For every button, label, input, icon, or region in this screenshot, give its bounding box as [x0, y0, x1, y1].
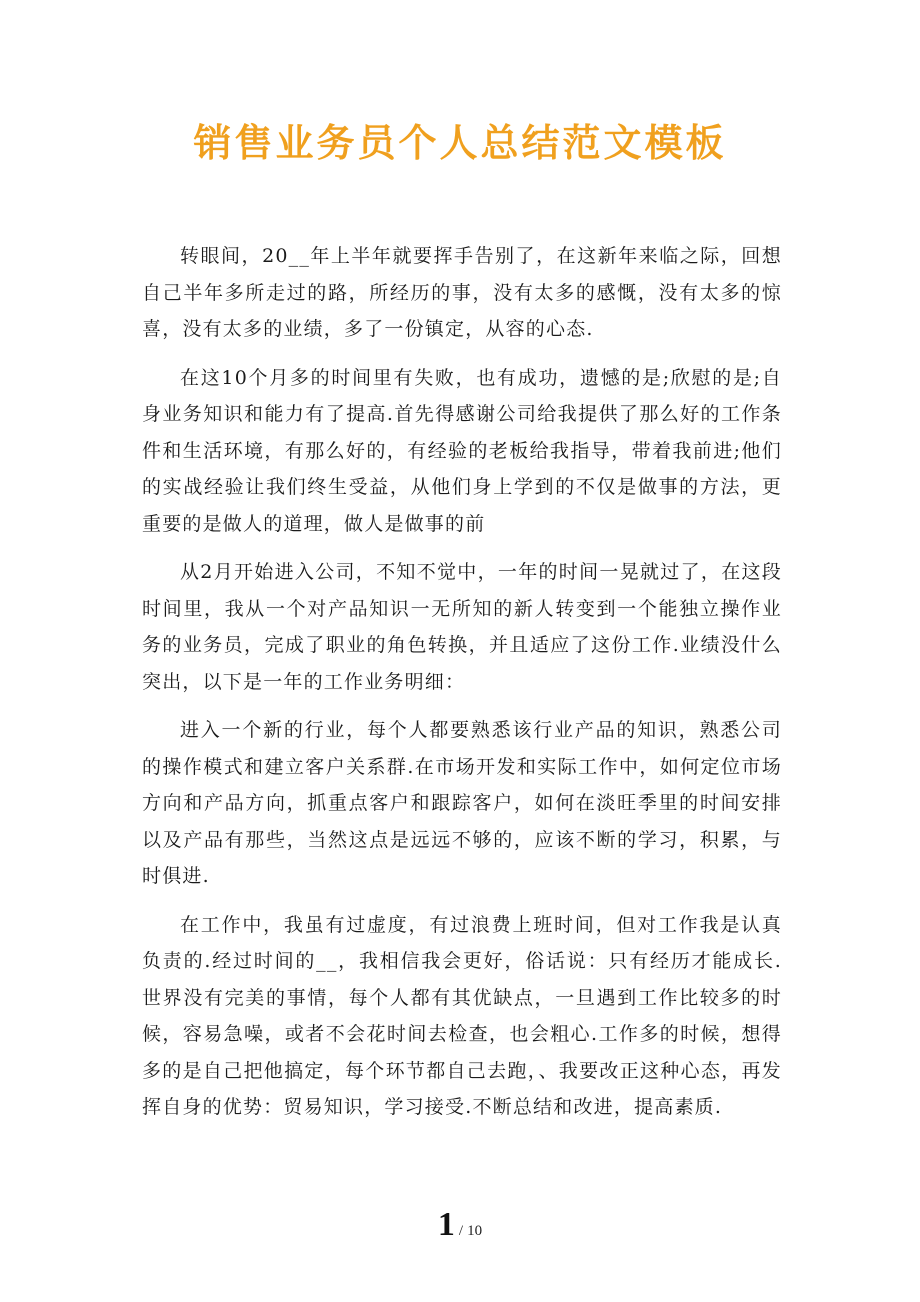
paragraph: 进入一个新的行业，每个人都要熟悉该行业产品的知识，熟悉公司的操作模式和建立客户关系群.在市场开发和实际工作中，如何定位市场方向和产品方向，抓重点客户和跟踪客户，如何在淡旺季里的时间安排以及产品有那些，当然这点是远远不够的，应该不断的学习，积累，与时俱进. — [142, 719, 782, 887]
document-title: 销售业务员个人总结范文模板 — [193, 121, 727, 165]
page-footer — [0, 1206, 920, 1244]
document-body — [142, 238, 782, 1138]
page-separator: / — [458, 1223, 464, 1239]
paragraph: 在这10个月多的时间里有失败，也有成功，遗憾的是;欣慰的是;自身业务知识和能力有了提高.首先得感谢公司给我提供了那么好的工作条件和生活环境，有那么好的，有经验的老板给我指导，带着我前进;他们的实战经验让我们终生受益，从他们身上学到的不仅是做事的方法，更重要的是做人的道理，做人是做事的前 — [142, 366, 782, 535]
total-pages: 10 — [467, 1223, 483, 1239]
paragraph: 在工作中，我虽有过虚度，有过浪费上班时间，但对工作我是认真负责的.经过时间的__，我相信我会更好，俗话说：只有经历才能成长.世界没有完美的事情，每个人都有其优缺点，一旦遇到工作比较多的时候，容易急噪，或者不会花时间去检查，也会粗心.工作多的时候，想得多的是自己把他搞定，每个环节都自己去跑，、我要改正这种心态，再发挥自身的优势：贸易知识，学习接受.不断总结和改进，提高素质. — [142, 913, 782, 1118]
current-page-number: 1 — [437, 1206, 455, 1243]
paragraph: 转眼间，20__年上半年就要挥手告别了，在这新年来临之际，回想自己半年多所走过的路，所经历的事，没有太多的感慨，没有太多的惊喜，没有太多的业绩，多了一份镇定，从容的心态. — [142, 245, 782, 340]
paragraph: 从2月开始进入公司，不知不觉中，一年的时间一晃就过了，在这段时间里，我从一个对产品知识一无所知的新人转变到一个能独立操作业务的业务员，完成了职业的角色转换，并且适应了这份工作.业绩没什么突出，以下是一年的工作业务明细： — [142, 561, 782, 693]
